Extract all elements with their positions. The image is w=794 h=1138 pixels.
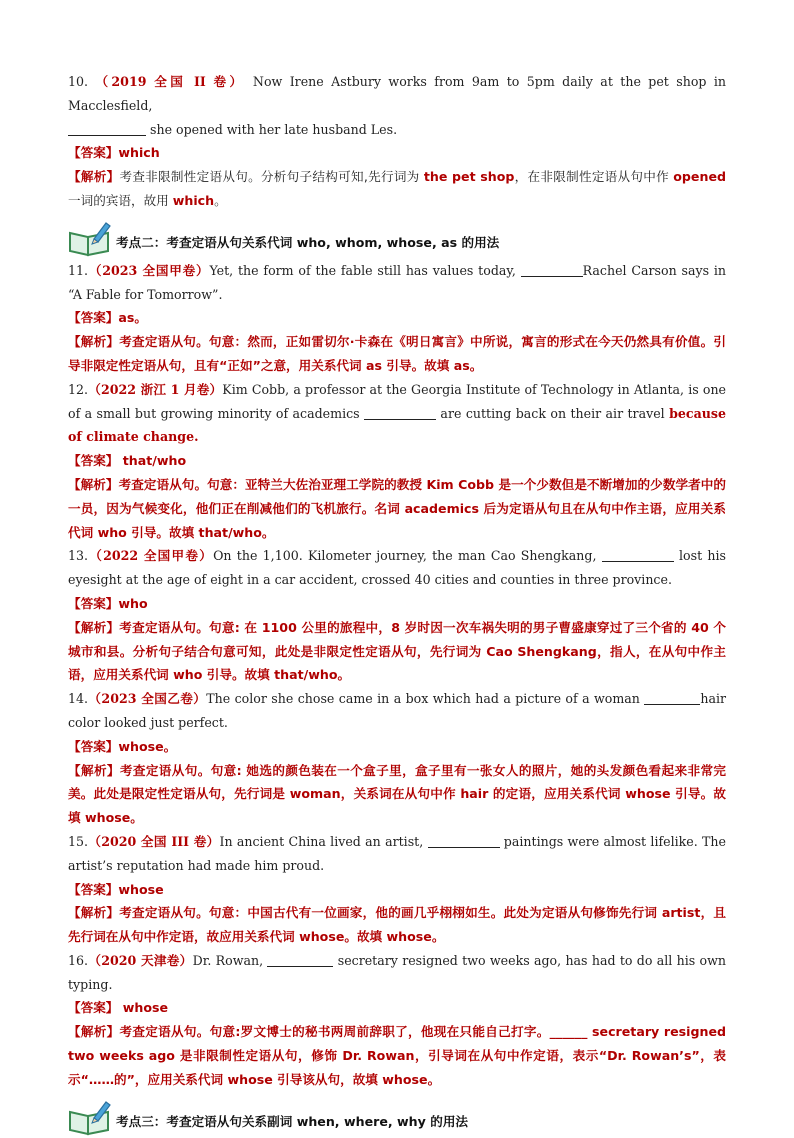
- section-title: 考点二：考查定语从句关系代词 who, whom, whose, as 的用法: [116, 234, 500, 250]
- answer-value: whose: [118, 1000, 169, 1016]
- question-source: （2020 全国 III 卷）: [88, 833, 220, 849]
- analysis-text: 一词的宾语，故用: [68, 192, 173, 208]
- question-source: （2022 全国甲卷）: [88, 548, 214, 564]
- analysis-highlight: which: [172, 192, 215, 208]
- analysis-label: 【解析】: [68, 905, 120, 921]
- answer-value: as。: [118, 310, 147, 326]
- answer-value: that/who: [118, 453, 187, 469]
- analysis-text: 考查定语从句。句意:罗文博士的秘书两周前辞职了，他现在只能自己打字。______ secretary resigned two weeks ago 是非限制性定语从句，修饰 Dr. Rowan，引导词在从句中作定语，表示“Dr. Rowan’s”，表示“……的”，应用关系代词 whose 引导该从句，故填 whose。: [68, 1024, 727, 1087]
- book-pencil-icon: [68, 219, 112, 257]
- question-text-post: lost his eyesight at the age of eight in a car accident, crossed 40 cities and counties in three province.: [68, 548, 727, 588]
- answer-label: 【答案】: [68, 738, 119, 754]
- question-text-post: she opened with her late husband Les.: [146, 121, 398, 137]
- question-text-pre: The color she chose came in a box which had a picture of a woman: [206, 691, 645, 707]
- question-text-pre: In ancient China lived an artist,: [219, 833, 428, 849]
- question-source: （2023 全国甲卷）: [88, 262, 210, 278]
- question-text-post: are cutting back on their air travel: [436, 405, 670, 421]
- question-text-post: secretary resigned two weeks ago, has had to do all his own typing.: [68, 952, 726, 992]
- question-14: [68, 687, 726, 830]
- question-number: 15.: [68, 833, 89, 849]
- analysis-label: 【解析】: [68, 169, 120, 185]
- section-title: 考点三：考查定语从句关系副词 when, where, why 的用法: [116, 1113, 469, 1129]
- question-text-pre: Now Irene Astbury works from 9am to 5pm daily at the pet shop in Macclesfield,: [68, 74, 727, 113]
- question-16: [68, 949, 726, 1092]
- analysis-text: ，在非限制性定语从句中作: [514, 169, 674, 185]
- answer-value: whose。: [118, 738, 177, 754]
- question-number: 12.: [68, 381, 89, 397]
- question-source: （2020 天津卷）: [88, 952, 193, 968]
- analysis-text: 考查非限制性定语从句。分析句子结构可知,先行词为: [119, 169, 424, 185]
- question-text-pre: Yet, the form of the fable still has values today,: [209, 262, 521, 278]
- question-source: （2019 全国 II 卷）: [95, 74, 246, 89]
- question-source: （2023 全国乙卷）: [88, 691, 207, 707]
- answer-blank: [68, 121, 146, 136]
- answer-label: 【答案】: [68, 145, 119, 161]
- answer-value: whose: [118, 881, 164, 897]
- question-highlight: because of climate change.: [68, 405, 726, 445]
- question-text-pre: Dr. Rowan,: [192, 952, 268, 968]
- question-11: [68, 259, 726, 378]
- analysis-highlight: opened: [673, 169, 726, 185]
- analysis-label: 【解析】: [68, 476, 119, 492]
- analysis-label: 【解析】: [68, 619, 120, 635]
- answer-blank: [521, 262, 583, 277]
- answer-label: 【答案】: [68, 310, 119, 326]
- document-body: [68, 70, 726, 1138]
- answer-value: which: [118, 145, 160, 161]
- analysis-text: 考查定语从句。句意: 她选的颜色装在一个盒子里，盒子里有一张女人的照片，她的头发颜色看起来非常完美。此处是限定性定语从句，先行词是 woman，关系词在从句中作 hair 的定语，应用关系代词 whose 引导。故填 whose。: [68, 762, 727, 826]
- question-text-post: Rachel Carson says in “A Fable for Tomorrow”.: [68, 262, 727, 302]
- question-15: [68, 830, 726, 949]
- section-heading-2: [68, 217, 726, 257]
- analysis-text: 考查定语从句。句意：中国古代有一位画家，他的画几乎栩栩如生。此处为定语从句修饰先行词 artist，且先行词在从句中作定语，故应用关系代词 whose。故填 whose。: [68, 905, 727, 945]
- analysis-text: 考查定语从句。句意：然而，正如雷切尔·卡森在《明日寓言》中所说，寓言的形式在今天仍然具有价值。引导非限定性定语从句，且有“正如”之意，用关系代词 as 引导。故填 as。: [68, 334, 726, 373]
- question-number: 16.: [68, 952, 89, 968]
- analysis-label: 【解析】: [68, 334, 120, 350]
- section-heading-3: [68, 1096, 726, 1136]
- question-10: [68, 70, 726, 213]
- answer-blank: [644, 690, 700, 705]
- answer-blank: [267, 952, 333, 967]
- question-source: （2022 浙江 1 月卷）: [88, 381, 223, 397]
- question-number: 14.: [68, 691, 89, 707]
- question-text-pre: On the 1,100. Kilometer journey, the man Cao Shengkang,: [213, 548, 602, 564]
- answer-label: 【答案】: [68, 881, 119, 897]
- question-13: [68, 544, 726, 687]
- question-text-post: paintings were almost lifelike. The artist’s reputation had made him proud.: [68, 833, 726, 873]
- answer-label: 【答案】: [68, 1000, 119, 1016]
- question-number: 11.: [68, 262, 89, 278]
- analysis-text: 。: [214, 192, 227, 208]
- answer-value: who: [118, 595, 148, 611]
- analysis-highlight: the pet shop: [423, 169, 515, 185]
- answer-label: 【答案】: [68, 453, 119, 469]
- question-text-pre: Kim Cobb, a professor at the Georgia Institute of Technology in Atlanta, is one of a small but growing minority of academics: [68, 381, 727, 421]
- question-text-post: hair color looked just perfect.: [68, 691, 726, 730]
- question-number: 13.: [68, 548, 89, 564]
- analysis-text: 考查定语从句。句意: 在 1100 公里的旅程中，8 岁时因一次车祸失明的男子曹盛康穿过了三个省的 40 个城市和县。分析句子结合句意可知，此处是非限定性定语从句，先行词为 Cao Shengkang，指人，在从句中作主语，应用关系代词 who 引导。故填 that/who。: [68, 619, 727, 683]
- answer-label: 【答案】: [68, 595, 119, 611]
- book-pencil-icon: [68, 1098, 112, 1136]
- question-12: [68, 378, 726, 545]
- answer-blank: [364, 405, 436, 420]
- analysis-label: 【解析】: [68, 1024, 120, 1040]
- answer-blank: [428, 833, 500, 848]
- question-number: 10.: [68, 74, 89, 89]
- analysis-text: 考查定语从句。句意：亚特兰大佐治亚理工学院的教授 Kim Cobb 是一个少数但是不断增加的少数学者中的一员，因为气候变化，他们正在削减他们的飞机旅行。名词 academics 后为定语从句且在从句中作主语，应用关系代词 who 引导。故填 that/who。: [68, 476, 726, 540]
- analysis-label: 【解析】: [68, 762, 120, 778]
- answer-blank: [602, 547, 674, 562]
